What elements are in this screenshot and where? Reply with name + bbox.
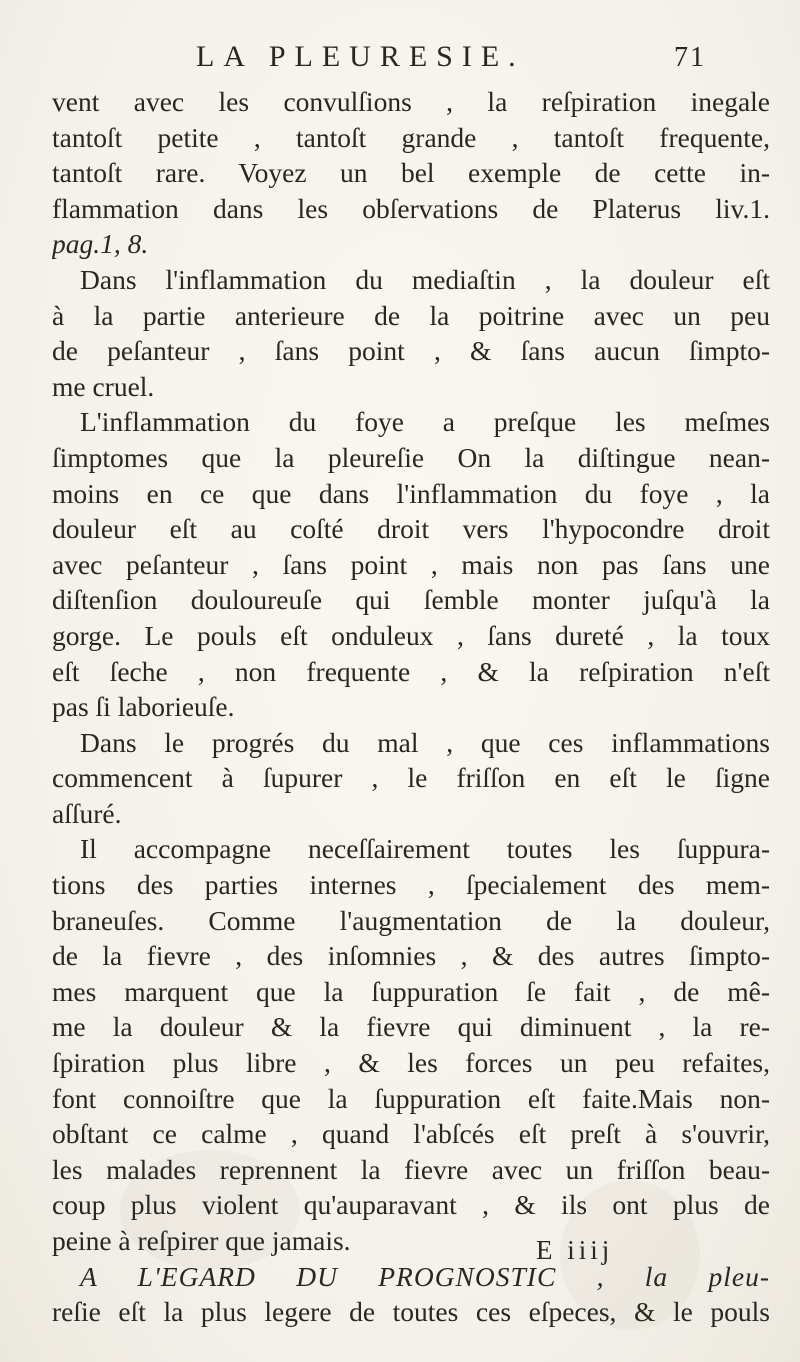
text-line: commencent à ſupurer , le friſſon en eſt le ſigne [52,762,770,794]
text-line: eſt ſeche , non frequente , & la reſpiration n'eſt [52,655,770,687]
text-line: tantoſt rare. Voyez un bel exemple de cette in‑ [52,157,770,189]
text-line: flammation dans les obſervations de Platerus liv.1. [52,192,770,224]
text-line: obſtant ce calme , quand l'abſcés eſt preſt à s'ouvrir, [52,1118,770,1150]
text-line: tions des parties internes , ſpecialement des mem‑ [52,869,770,901]
text-line: pag.1, 8. [52,228,149,260]
text-line: pas ſi laborieuſe. [52,691,235,723]
text-line: Il accompagne neceſſairement toutes les ſuppura‑ [80,833,770,865]
text-line: à la partie anterieure de la poitrine avec un peu [52,299,770,331]
signature-mark: E iiij [536,1235,614,1265]
text-line: me cruel. [52,370,155,402]
text-line: ſimptomes que la pleureſie On la diſtingue nean‑ [52,441,770,473]
text-line: douleur eſt au coſté droit vers l'hypocondre droit [52,513,770,545]
text-line: font connoiſtre que la ſuppuration eſt faite.Mais non‑ [52,1082,770,1114]
text-line: ſpiration plus libre , & les forces un peu refaites, [52,1047,770,1079]
text-line: moins en ce que dans l'inflammation du foye , la [52,477,770,509]
text-line: reſie eſt la plus legere de toutes ces eſpeces, & le pouls [52,1296,770,1328]
body-text [52,84,770,1330]
text-line: avec peſanteur , ſans point , mais non pas ſans une [52,548,770,580]
text-line: braneuſes. Comme l'augmentation de la douleur, [52,904,770,936]
text-line: aſſuré. [52,797,122,829]
text-line: Dans l'inflammation du mediaſtin , la douleur eſt [80,263,770,295]
text-line: L'inflammation du foye a preſque les meſmes [80,406,770,438]
text-line: gorge. Le pouls eſt onduleux , ſans dureté , la toux [52,619,770,651]
page-header [196,40,706,80]
text-line: Dans le progrés du mal , que ces inflammations [80,726,770,758]
text-line: coup plus violent qu'auparavant , & ils ont plus de [52,1189,770,1221]
running-title: LA PLEURESIE. [196,40,525,73]
text-line: diſtenſion douloureuſe qui ſemble monter juſqu'à la [52,584,770,616]
page-number: 71 [674,42,706,73]
text-line: peine à reſpirer que jamais. [52,1225,351,1256]
text-line: de la fievre , des inſomnies , & des autres ſimpto‑ [52,940,770,972]
text-line: de peſanteur , ſans point , & ſans aucun ſimpto‑ [52,335,770,367]
text-line: me la douleur & la fievre qui diminuent , la re‑ [52,1011,770,1043]
text-line: vent avec les convulſions , la reſpiration inegale [52,86,770,117]
text-line: tantoſt petite , tantoſt grande , tantoſt frequente, [52,121,770,153]
section-heading-line: A L'EGARD DU PROGNOSTIC , la pleu‑ [80,1260,770,1292]
text-line: les malades reprennent la fievre avec un friſſon beau‑ [52,1153,770,1185]
text-line: mes marquent que la ſuppuration ſe fait , de mê‑ [52,975,770,1007]
